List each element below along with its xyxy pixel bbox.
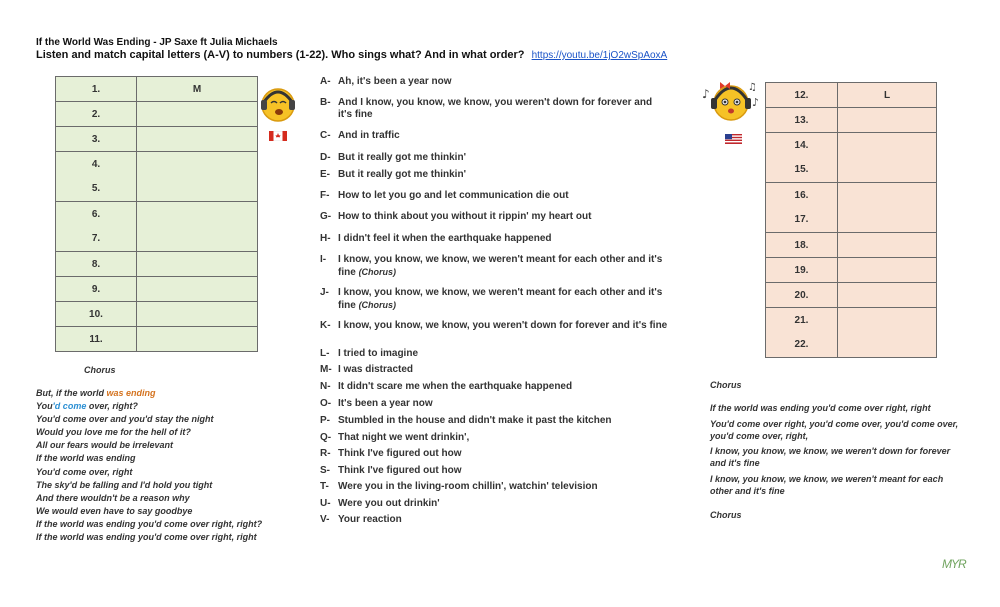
option-D: D- But it really got me thinkin'	[320, 152, 466, 163]
right-lyric-line: I know, you know, we know, we weren't down for forever and it's fine	[710, 446, 951, 468]
row-number: 9.	[56, 277, 137, 302]
answer-cell[interactable]: M	[137, 77, 258, 102]
answer-cell[interactable]	[137, 327, 258, 352]
row-number: 8.	[56, 252, 137, 277]
lyric-line: You'd come over, right	[36, 466, 133, 477]
answer-cell[interactable]	[838, 258, 937, 283]
option-N: N- It didn't scare me when the earthquake happened	[320, 381, 573, 392]
row-number: 4.	[56, 152, 137, 177]
answer-table-left	[55, 76, 258, 352]
option-O: O- It's been a year now	[320, 398, 433, 409]
chorus-lyrics-left	[36, 387, 262, 544]
lyric-line: You'd come over, right?	[36, 401, 138, 412]
row-number: 7.	[56, 227, 137, 252]
right-lyric-line: You'd come over right, you'd come over, you'd come over, you'd come over, right,	[710, 419, 959, 441]
option-M: M- I was distracted	[320, 364, 414, 375]
option-H: H- I didn't feel it when the earthquake happened	[320, 233, 552, 244]
row-number: 10.	[56, 302, 137, 327]
right-lyric-line: If the world was ending you'd come over right, right	[710, 403, 931, 413]
option-P: P- Stumbled in the house and didn't make it past the kitchen	[320, 415, 612, 426]
female-singer-emoji-icon	[700, 76, 762, 131]
answer-cell[interactable]	[838, 133, 937, 183]
option-B: B- And I know, you know, we know, you weren't down for forever and it's fine	[320, 97, 653, 120]
answer-cell[interactable]	[137, 302, 258, 327]
row-number: 20.	[766, 283, 838, 308]
row-number: 5.	[56, 177, 137, 202]
row-number: 16.	[766, 183, 838, 208]
row-number: 21.	[766, 308, 838, 333]
lyric-line: If the world was ending	[36, 453, 136, 464]
option-U: U- Were you out drinkin'	[320, 498, 440, 509]
chorus-label-left: Chorus	[84, 365, 116, 375]
row-number: 2.	[56, 102, 137, 127]
lyric-line: You'd come over and you'd stay the night	[36, 414, 214, 425]
answer-cell[interactable]	[838, 233, 937, 258]
answer-cell[interactable]	[137, 102, 258, 127]
svg-text:♪: ♪	[752, 96, 760, 109]
author-signature: MYR	[942, 557, 966, 571]
option-I: I- I know, you know, we know, we weren't meant for each other and it's fine (Chorus)	[320, 254, 663, 278]
chorus-end-label: Chorus	[710, 510, 742, 520]
row-number: 11.	[56, 327, 137, 352]
chorus-label-right: Chorus	[710, 380, 742, 390]
answer-cell[interactable]	[838, 283, 937, 308]
answer-cell[interactable]	[137, 277, 258, 302]
lyric-line: Would you love me for the hell of it?	[36, 427, 191, 438]
lyric-line: And there wouldn't be a reason why	[36, 492, 190, 503]
instructions-text: Listen and match capital letters (A-V) to numbers (1-22). Who sings what? And in what order?	[36, 49, 525, 61]
option-L: L- I tried to imagine	[320, 348, 419, 359]
male-singer-emoji-icon	[258, 84, 298, 129]
option-Q: Q- That night we went drinkin',	[320, 432, 470, 443]
option-J: J- I know, you know, we know, we weren't meant for each other and it's fine (Chorus)	[320, 287, 663, 311]
row-number: 3.	[56, 127, 137, 152]
right-lyric-line: I know, you know, we know, we weren't meant for each other and it's fine	[710, 474, 944, 496]
lyric-line: If the world was ending you'd come over right, right	[36, 532, 257, 543]
row-number: 15.	[766, 158, 838, 183]
svg-text:♫: ♫	[748, 82, 757, 93]
option-A: A- Ah, it's been a year now	[320, 76, 452, 87]
row-number: 6.	[56, 202, 137, 227]
instructions	[36, 49, 667, 61]
option-G: G- How to think about you without it rippin' my heart out	[320, 211, 592, 222]
row-number: 19.	[766, 258, 838, 283]
lyric-line: We would even have to say goodbye	[36, 505, 193, 516]
lyric-line: If the world was ending you'd come over right, right?	[36, 518, 263, 529]
answer-cell[interactable]	[137, 202, 258, 252]
option-T: T- Were you in the living-room chillin', watchin' television	[320, 481, 598, 492]
row-number: 14.	[766, 133, 838, 158]
option-K: K- I know, you know, we know, you weren't down for forever and it's fine	[320, 320, 668, 331]
answer-cell[interactable]	[137, 252, 258, 277]
row-number: 17.	[766, 208, 838, 233]
lyric-line: All our fears would be irrelevant	[36, 440, 174, 451]
option-V: V- Your reaction	[320, 514, 402, 525]
option-F: F- How to let you go and let communication die out	[320, 190, 569, 201]
usa-flag-icon	[725, 131, 742, 149]
lyric-line: The sky'd be falling and I'd hold you tight	[36, 479, 213, 490]
option-C: C- And in traffic	[320, 130, 400, 141]
canada-flag-icon	[269, 128, 287, 146]
row-number: 18.	[766, 233, 838, 258]
answer-cell[interactable]	[137, 127, 258, 152]
youtube-link[interactable]: https://youtu.be/1jO2wSpAoxA	[531, 50, 668, 61]
answer-cell[interactable]	[137, 152, 258, 202]
answer-cell[interactable]: L	[838, 83, 937, 108]
row-number: 12.	[766, 83, 838, 108]
answer-cell[interactable]	[838, 108, 937, 133]
answer-cell[interactable]	[838, 308, 937, 358]
option-R: R- Think I've figured out how	[320, 448, 462, 459]
option-S: S- Think I've figured out how	[320, 465, 462, 476]
answer-table-right	[765, 82, 937, 358]
svg-text:♪: ♪	[702, 87, 710, 101]
option-E: E- But it really got me thinkin'	[320, 169, 466, 180]
lyric-line: But, if the world was ending	[36, 388, 156, 398]
answer-cell[interactable]	[838, 183, 937, 233]
row-number: 22.	[766, 333, 838, 358]
row-number: 1.	[56, 77, 137, 102]
row-number: 13.	[766, 108, 838, 133]
worksheet-title: If the World Was Ending - JP Saxe ft Julia Michaels	[36, 37, 278, 48]
